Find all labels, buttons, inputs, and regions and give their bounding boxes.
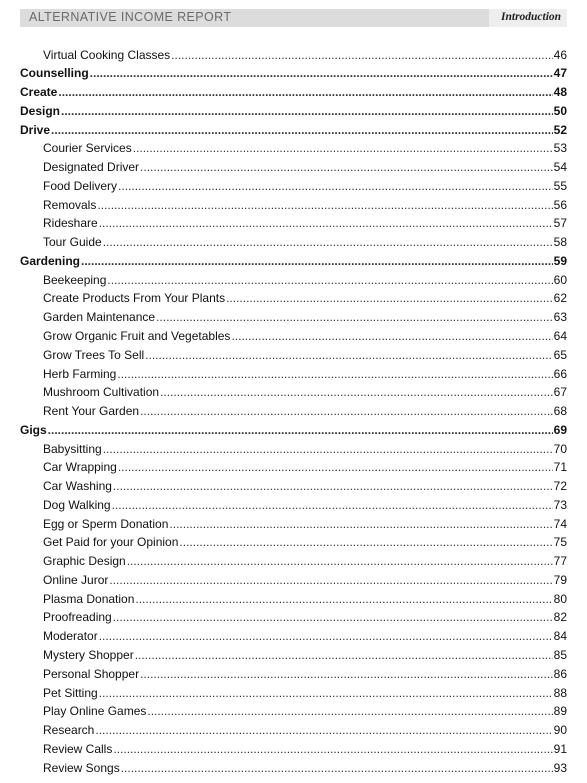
toc-entry-page-number: 50: [553, 103, 567, 118]
toc-entry[interactable]: [20, 740, 567, 759]
dot-leader: [103, 233, 553, 252]
toc-entry[interactable]: [20, 177, 567, 196]
dot-leader: [140, 158, 553, 177]
dot-leader: [99, 627, 553, 646]
dot-leader: [156, 308, 553, 327]
toc-entry-page-number: 89: [553, 704, 567, 719]
toc-entry[interactable]: [20, 571, 567, 590]
toc-entry-page-number: 86: [553, 666, 567, 681]
toc-entry-title: Babysitting: [43, 441, 102, 456]
toc-entry-title: Beekeeping: [43, 272, 107, 287]
toc-entry[interactable]: [20, 721, 567, 740]
dot-leader: [135, 590, 552, 609]
toc-entry-page-number: 82: [553, 610, 567, 625]
toc-entry-title: Mushroom Cultivation: [43, 385, 160, 400]
toc-entry-page-number: 80: [553, 591, 567, 606]
toc-entry[interactable]: [20, 214, 567, 233]
toc-entry-title: Tour Guide: [43, 235, 102, 250]
toc-entry[interactable]: [20, 158, 567, 177]
toc-entry[interactable]: [20, 684, 567, 703]
toc-entry-page-number: 69: [553, 422, 567, 437]
toc-entry[interactable]: [20, 646, 567, 665]
toc-entry[interactable]: [20, 233, 567, 252]
dot-leader: [169, 515, 552, 534]
toc-entry-page-number: 84: [553, 629, 567, 644]
toc-entry-title: Grow Organic Fruit and Vegetables: [43, 328, 231, 343]
toc-entry[interactable]: [20, 252, 567, 271]
toc-entry[interactable]: [20, 421, 567, 440]
toc-entry-title: Egg or Sperm Donation: [43, 516, 169, 531]
section-tab: [489, 9, 567, 27]
toc-entry[interactable]: [20, 458, 567, 477]
toc-entry-title: Garden Maintenance: [43, 310, 156, 325]
dot-leader: [160, 383, 553, 402]
dot-leader: [113, 608, 553, 627]
toc-entry-page-number: 63: [553, 310, 567, 325]
toc-entry-title: Grow Trees To Sell: [43, 347, 145, 362]
toc-entry-page-number: 74: [553, 516, 567, 531]
toc-entry-title: Courier Services: [43, 141, 132, 156]
toc-entry[interactable]: [20, 271, 567, 290]
toc-entry[interactable]: [20, 46, 567, 65]
toc-entry-title: Car Washing: [43, 479, 112, 494]
toc-entry[interactable]: [20, 365, 567, 384]
dot-leader: [58, 83, 552, 102]
dot-leader: [113, 477, 553, 496]
toc-entry-page-number: 67: [553, 385, 567, 400]
toc-entry-title: Designated Driver: [43, 160, 140, 175]
dot-leader: [118, 458, 553, 477]
table-of-contents: [20, 46, 567, 778]
toc-entry[interactable]: [20, 196, 567, 215]
toc-entry-page-number: 90: [553, 723, 567, 738]
toc-entry-page-number: 52: [553, 122, 567, 137]
toc-entry[interactable]: [20, 83, 567, 102]
dot-leader: [97, 196, 552, 215]
dot-leader: [99, 684, 553, 703]
dot-leader: [121, 759, 553, 778]
toc-entry-page-number: 91: [553, 741, 567, 756]
toc-entry-page-number: 70: [553, 441, 567, 456]
dot-leader: [109, 571, 552, 590]
dot-leader: [99, 214, 553, 233]
toc-entry[interactable]: [20, 627, 567, 646]
toc-entry-title: Review Songs: [43, 760, 120, 775]
toc-entry[interactable]: [20, 496, 567, 515]
toc-entry-page-number: 65: [553, 347, 567, 362]
toc-entry-page-number: 72: [553, 479, 567, 494]
dot-leader: [231, 327, 552, 346]
toc-entry-page-number: 73: [553, 497, 567, 512]
toc-entry[interactable]: [20, 665, 567, 684]
toc-entry[interactable]: [20, 327, 567, 346]
toc-entry[interactable]: [20, 702, 567, 721]
toc-entry-page-number: 58: [553, 235, 567, 250]
toc-entry-title: Online Juror: [43, 572, 109, 587]
toc-entry-title: Research: [43, 723, 95, 738]
toc-entry-title: Graphic Design: [43, 554, 126, 569]
toc-entry-title: Create Products From Your Plants: [43, 291, 226, 306]
toc-entry-title: Food Delivery: [43, 178, 118, 193]
toc-entry[interactable]: [20, 533, 567, 552]
toc-entry[interactable]: [20, 440, 567, 459]
dot-leader: [147, 702, 552, 721]
toc-entry[interactable]: [20, 477, 567, 496]
dot-leader: [135, 646, 553, 665]
toc-entry-page-number: 71: [553, 460, 567, 475]
toc-entry-title: Get Paid for your Opinion: [43, 535, 179, 550]
dot-leader: [61, 102, 553, 121]
toc-entry-title: Design: [20, 103, 61, 118]
toc-entry-page-number: 60: [553, 272, 567, 287]
dot-leader: [118, 177, 553, 196]
toc-entry-title: Removals: [43, 197, 97, 212]
toc-entry[interactable]: [20, 552, 567, 571]
toc-entry[interactable]: [20, 64, 567, 83]
toc-entry[interactable]: [20, 346, 567, 365]
toc-entry-title: Gigs: [20, 422, 47, 437]
dot-leader: [107, 271, 552, 290]
toc-entry[interactable]: [20, 590, 567, 609]
toc-entry[interactable]: [20, 308, 567, 327]
toc-entry[interactable]: [20, 102, 567, 121]
dot-leader: [127, 552, 553, 571]
section-tab-label: Introduction: [501, 11, 562, 23]
toc-entry-page-number: 47: [553, 66, 567, 81]
toc-entry[interactable]: [20, 759, 567, 778]
dot-leader: [81, 252, 553, 271]
toc-entry-title: Personal Shopper: [43, 666, 140, 681]
toc-entry-title: Moderator: [43, 629, 98, 644]
dot-leader: [51, 121, 553, 140]
toc-entry-title: Pet Sitting: [43, 685, 98, 700]
dot-leader: [90, 64, 553, 83]
toc-entry-title: Play Online Games: [43, 704, 147, 719]
dot-leader: [103, 440, 553, 459]
toc-entry[interactable]: [20, 289, 567, 308]
toc-entry-page-number: 48: [553, 85, 567, 100]
toc-entry-title: Mystery Shopper: [43, 648, 134, 662]
toc-entry-page-number: 79: [553, 572, 567, 587]
toc-entry-page-number: 68: [553, 404, 567, 419]
toc-entry-page-number: 57: [553, 216, 567, 231]
toc-entry-title: Dog Walking: [43, 497, 111, 512]
toc-entry[interactable]: [20, 515, 567, 534]
toc-entry-title: Virtual Cooking Classes: [43, 47, 171, 62]
dot-leader: [133, 139, 553, 158]
toc-entry-title: Herb Farming: [43, 366, 117, 381]
toc-entry-title: Rent Your Garden: [43, 404, 140, 419]
toc-entry-page-number: 64: [553, 328, 567, 343]
toc-entry-page-number: 59: [553, 253, 567, 268]
page-header: [20, 9, 567, 27]
dot-leader: [171, 46, 552, 65]
toc-entry-page-number: 85: [553, 648, 567, 662]
toc-entry-title: Proofreading: [43, 610, 112, 625]
toc-entry-title: Counselling: [20, 66, 89, 81]
toc-entry-page-number: 75: [553, 535, 567, 550]
dot-leader: [226, 289, 553, 308]
report-title: ALTERNATIVE INCOME REPORT: [29, 10, 232, 24]
toc-entry-page-number: 93: [553, 760, 567, 775]
toc-entry[interactable]: [20, 608, 567, 627]
dot-leader: [140, 402, 553, 421]
dot-leader: [140, 665, 553, 684]
dot-leader: [48, 421, 553, 440]
toc-entry-title: Create: [20, 85, 58, 100]
toc-entry-page-number: 66: [553, 366, 567, 381]
dot-leader: [117, 365, 552, 384]
toc-entry-page-number: 88: [553, 685, 567, 700]
toc-entry-page-number: 55: [553, 178, 567, 193]
toc-entry-page-number: 77: [553, 554, 567, 569]
toc-entry-title: Plasma Donation: [43, 591, 135, 606]
toc-entry[interactable]: [20, 121, 567, 140]
toc-entry-page-number: 62: [553, 291, 567, 306]
dot-leader: [112, 496, 553, 515]
toc-entry-page-number: 56: [553, 197, 567, 212]
dot-leader: [113, 740, 552, 759]
toc-entry-page-number: 46: [553, 47, 567, 62]
toc-entry-title: Review Calls: [43, 741, 113, 756]
dot-leader: [145, 346, 552, 365]
toc-entry[interactable]: [20, 383, 567, 402]
toc-entry-page-number: 53: [553, 141, 567, 156]
toc-entry[interactable]: [20, 139, 567, 158]
toc-entry-title: Gardening: [20, 253, 81, 268]
toc-entry-title: Car Wrapping: [43, 460, 117, 475]
dot-leader: [95, 721, 552, 740]
toc-entry-title: Drive: [20, 122, 51, 137]
toc-entry-title: Rideshare: [43, 216, 98, 231]
toc-entry[interactable]: [20, 402, 567, 421]
toc-entry-page-number: 54: [553, 160, 567, 175]
dot-leader: [179, 533, 552, 552]
